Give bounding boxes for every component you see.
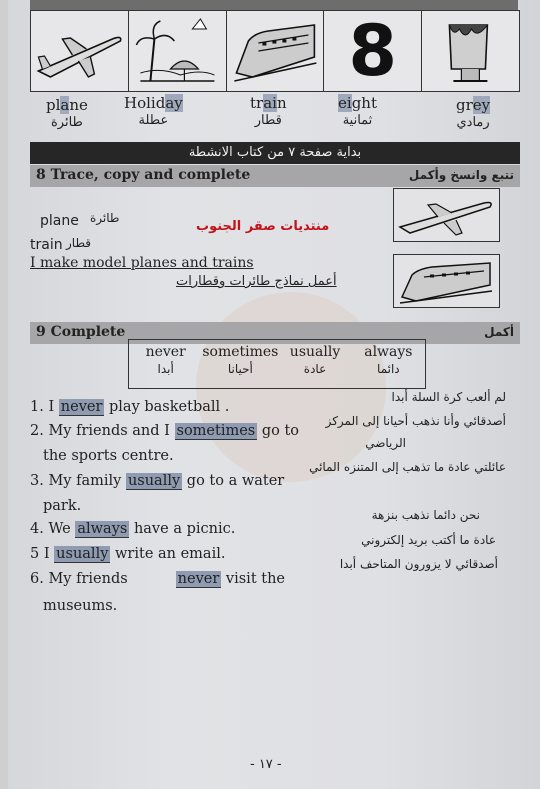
question-1 — [30, 398, 229, 416]
vocab-text: ne — [69, 96, 88, 114]
question-text: go to — [257, 423, 300, 439]
question-text: 3. My family — [30, 473, 126, 489]
plane-icon — [31, 11, 128, 91]
answer-blank[interactable]: usually — [127, 473, 181, 489]
word-bank-english: always — [364, 344, 413, 360]
word-bank-always — [352, 340, 425, 388]
vocab-highlight: ai — [263, 94, 277, 112]
word-bank-arabic: دائما — [377, 362, 400, 376]
vocab-grey — [456, 96, 490, 130]
vocab-text: pl — [46, 96, 61, 114]
vocab-train — [250, 94, 287, 128]
section-9-arabic-title: أكمل — [484, 325, 514, 339]
section8-plane-picture — [393, 188, 500, 242]
answer-blank[interactable]: never — [177, 571, 220, 587]
train-picture — [227, 11, 325, 91]
word-bank-sometimes — [202, 340, 278, 388]
vocab-text: ght — [351, 94, 377, 112]
question-2-continued: the sports centre. — [43, 448, 174, 464]
eight-digit: 8 — [348, 11, 398, 91]
question-text: go to a water — [182, 473, 285, 489]
plane-picture — [31, 11, 129, 91]
answer-blank[interactable]: sometimes — [176, 423, 256, 439]
arabic-translation-6: أصدقائي لا يزورون المتاحف أبدا — [339, 557, 498, 571]
train-icon — [227, 11, 324, 91]
question-text: play basketball . — [104, 399, 230, 415]
question-6-continued: museums. — [43, 598, 118, 614]
paint-tin-icon — [422, 11, 519, 91]
arabic-translation-2: أصدقائي وأنا نذهب أحيانا إلى المركز — [325, 414, 506, 428]
vocab-text: n — [276, 94, 287, 112]
trace-word-plane: plane — [40, 213, 79, 229]
arabic-translation-4: نحن دائما نذهب بنزهة — [371, 508, 480, 522]
activity-book-banner: بداية صفحة ٧ من كتاب الانشطة — [30, 142, 520, 164]
answer-blank[interactable]: always — [77, 521, 128, 537]
vocab-arabic: ثمانية — [342, 113, 373, 128]
question-6 — [30, 570, 285, 588]
arabic-translation-5: عادة ما أكتب بريد إلكتروني — [361, 533, 496, 547]
arabic-translation-2b: الرياضي — [365, 436, 406, 450]
question-text: 2. My friends and I — [30, 423, 175, 439]
question-text: 5 I — [30, 546, 55, 562]
question-text: have a picnic. — [129, 521, 236, 537]
section-8-header — [30, 165, 520, 187]
vocab-highlight: ey — [472, 96, 491, 114]
train-icon — [394, 255, 499, 307]
page-number: - ١٧ - — [250, 757, 282, 772]
section8-train-picture — [393, 254, 500, 308]
question-2 — [30, 422, 299, 440]
answer-blank[interactable]: never — [60, 399, 103, 415]
vocab-highlight: ay — [165, 94, 183, 112]
plane-icon — [394, 189, 499, 241]
top-strip — [30, 0, 518, 10]
model-sentence-english: I make model planes and trains — [30, 255, 254, 271]
vocab-arabic: طائرة — [50, 115, 83, 130]
trace-word-train: train — [30, 237, 63, 253]
model-sentence-arabic: أعمل نماذج طائرات وقطارات — [176, 274, 337, 289]
question-text: visit the — [221, 571, 285, 587]
vocab-text: tr — [250, 94, 264, 112]
trace-arabic-train: قطار — [66, 236, 92, 250]
vocab-arabic: رمادي — [456, 115, 490, 130]
vocab-highlight: ei — [338, 94, 352, 112]
vocab-eight — [338, 94, 377, 128]
holiday-picture — [129, 11, 227, 91]
question-text: 6. My friends — [30, 571, 128, 587]
beach-icon — [129, 11, 226, 91]
word-bank-usually — [278, 340, 351, 388]
question-3-continued: park. — [43, 498, 82, 514]
word-bank — [128, 339, 426, 389]
word-bank-never — [129, 340, 202, 388]
grey-picture — [422, 11, 519, 91]
question-text: 4. We — [30, 521, 76, 537]
answer-blank[interactable]: usually — [56, 546, 109, 562]
vocab-plane — [46, 96, 88, 130]
word-bank-english: sometimes — [202, 344, 279, 360]
word-bank-english: usually — [289, 344, 341, 360]
vocab-text: gr — [456, 96, 473, 114]
vocab-word-row — [30, 94, 520, 138]
word-bank-arabic: أبدا — [157, 362, 174, 376]
arabic-translation-3: عائلتي عادة ما تذهب إلى المتنزه المائي — [309, 460, 506, 474]
question-4 — [30, 520, 235, 538]
question-5 — [30, 545, 225, 563]
word-bank-english: never — [145, 344, 186, 360]
word-bank-arabic: أحيانا — [227, 362, 253, 376]
section-8-title: 8 Trace, copy and complete — [36, 167, 251, 183]
question-3 — [30, 472, 284, 490]
forum-watermark-text: منتديات صقر الجنوب — [196, 219, 330, 234]
arabic-translation-1: لم ألعب كرة السلة أبدا — [391, 390, 506, 404]
section-8-arabic-title: تتبع وانسخ وأكمل — [408, 168, 514, 182]
word-bank-arabic: عادة — [303, 362, 327, 376]
vocab-highlight: a — [60, 96, 70, 114]
trace-arabic-plane: طائرة — [90, 211, 120, 225]
section-9-title: 9 Complete — [36, 324, 126, 340]
question-text: write an email. — [110, 546, 226, 562]
vocab-arabic: عطلة — [138, 113, 169, 128]
question-text: 1. I — [30, 399, 59, 415]
picture-row — [30, 10, 520, 92]
eight-picture — [324, 11, 422, 91]
vocab-holiday — [124, 94, 183, 128]
vocab-arabic: قطار — [254, 113, 282, 128]
vocab-text: Holid — [124, 94, 166, 112]
